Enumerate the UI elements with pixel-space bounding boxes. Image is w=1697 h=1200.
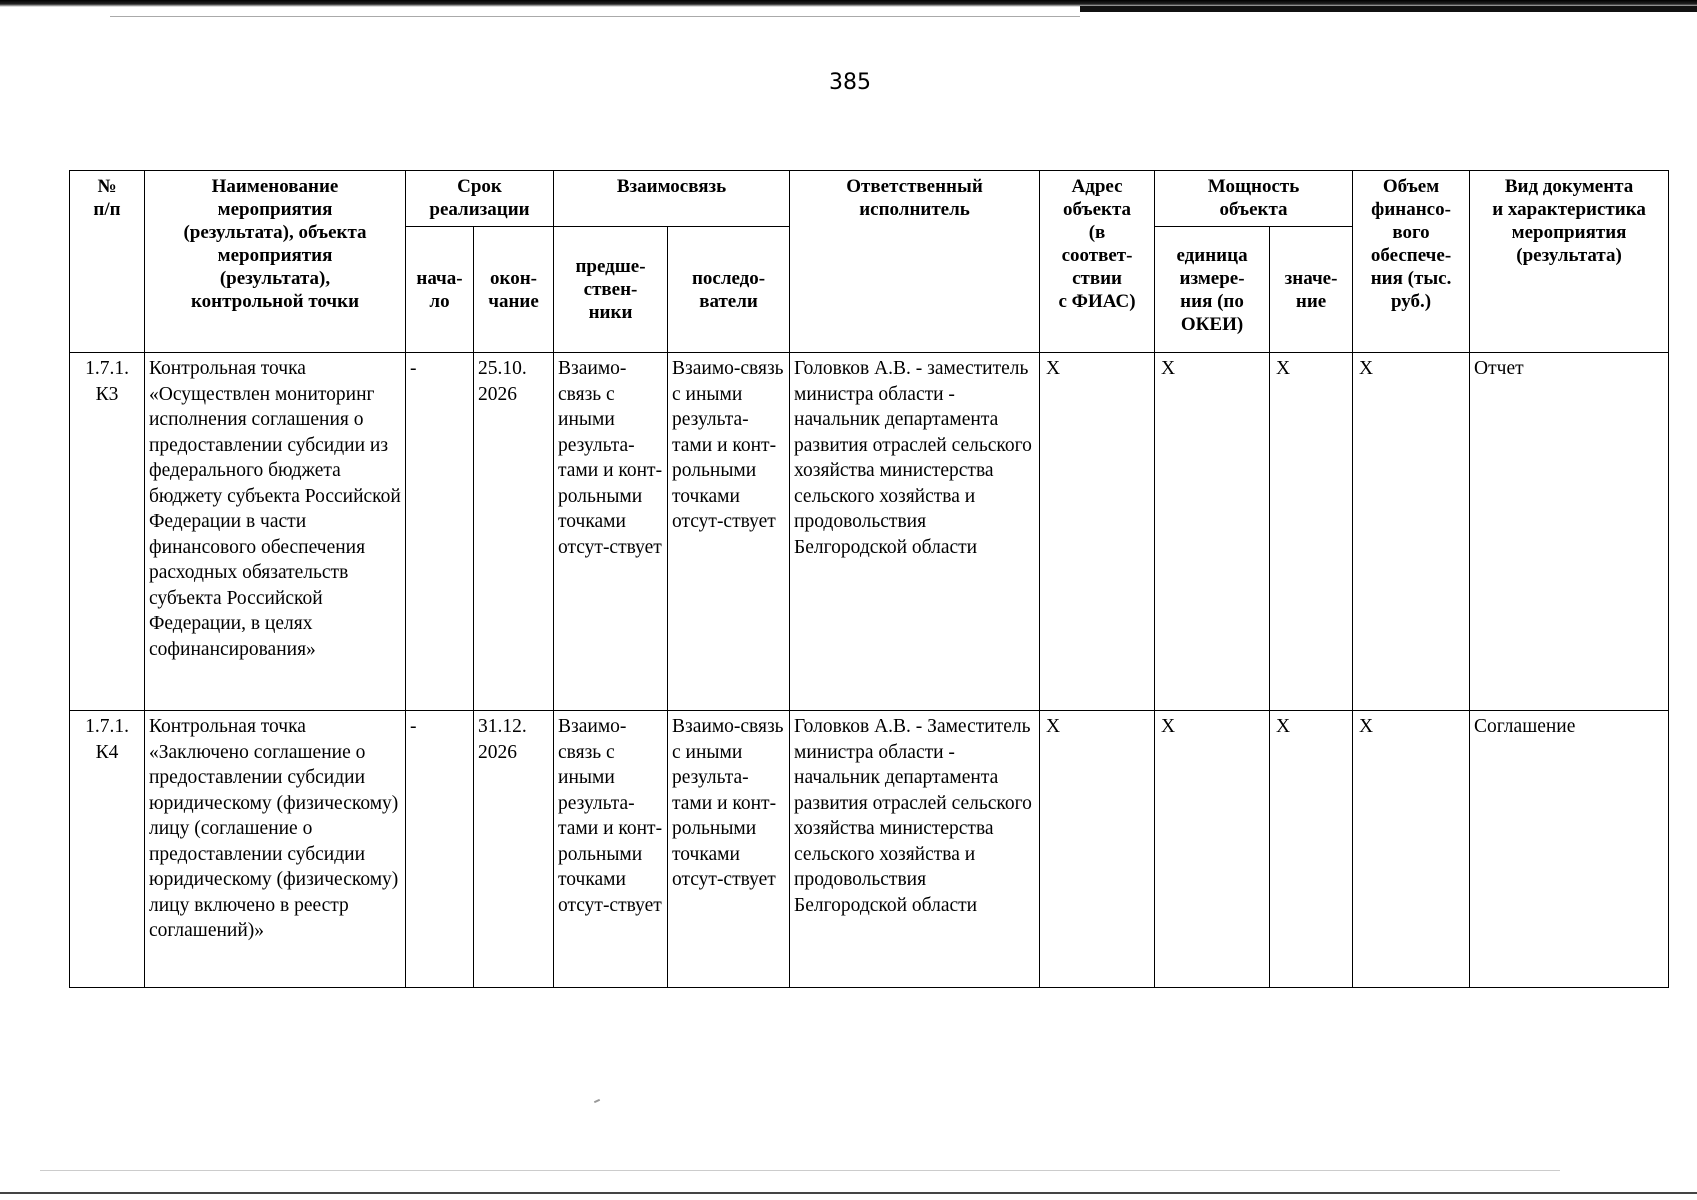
row-start: - bbox=[406, 353, 474, 711]
row-doc: Отчет bbox=[1470, 353, 1669, 711]
scan-line bbox=[40, 1170, 1560, 1171]
row-address: X bbox=[1040, 353, 1155, 711]
page-number: 385 bbox=[829, 70, 871, 95]
row-number: 1.7.1. К3 bbox=[70, 353, 145, 711]
row-unit: X bbox=[1155, 353, 1270, 711]
row-start: - bbox=[406, 711, 474, 988]
activity-table bbox=[69, 170, 1669, 988]
row-doc: Соглашение bbox=[1470, 711, 1669, 988]
header-finance: Объем финансо- вого обеспече- ния (тыс. руб.) bbox=[1353, 171, 1470, 353]
header-address: Адрес объекта (в соответ- ствии с ФИАС) bbox=[1040, 171, 1155, 353]
header-name: Наименование мероприятия (результата), объекта мероприятия (результата), контрольной точки bbox=[145, 171, 406, 353]
row-value: X bbox=[1270, 353, 1353, 711]
row-unit: X bbox=[1155, 711, 1270, 988]
row-prev: Взаимо-связь с иными результа-тами и конт-рольными точками отсут-ствует bbox=[554, 711, 668, 988]
scan-edge-bottom bbox=[0, 1192, 1697, 1194]
row-number: 1.7.1. К4 bbox=[70, 711, 145, 988]
row-responsible: Головков А.В. - заместитель министра области - начальник департамента развития отраслей сельского хозяйства министерства сельского хозяйства и продовольствия Белгородской области bbox=[790, 353, 1040, 711]
scan-speck bbox=[594, 1099, 600, 1103]
header-term-start: нача- ло bbox=[406, 227, 474, 353]
row-next: Взаимо-связь с иными результа-тами и конт-рольными точками отсут-ствует bbox=[668, 353, 790, 711]
row-responsible: Головков А.В. - Заместитель министра области - начальник департамента развития отраслей сельского хозяйства министерства сельского хозяйства и продовольствия Белгородской области bbox=[790, 711, 1040, 988]
row-value: X bbox=[1270, 711, 1353, 988]
header-num: № п/п bbox=[70, 171, 145, 353]
row-next: Взаимо-связь с иными результа-тами и конт-рольными точками отсут-ствует bbox=[668, 711, 790, 988]
row-end: 25.10. 2026 bbox=[474, 353, 554, 711]
header-link-next: последо- ватели bbox=[668, 227, 790, 353]
row-finance: X bbox=[1353, 711, 1470, 988]
header-doc: Вид документа и характеристика мероприятия (результата) bbox=[1470, 171, 1669, 353]
row-end: 31.12. 2026 bbox=[474, 711, 554, 988]
header-term: Срок реализации bbox=[406, 171, 554, 227]
row-finance: X bbox=[1353, 353, 1470, 711]
header-row bbox=[70, 171, 1669, 227]
row-address: X bbox=[1040, 711, 1155, 988]
header-link: Взаимосвязь bbox=[554, 171, 790, 227]
scan-line bbox=[110, 16, 1080, 17]
row-prev: Взаимо-связь с иными результа-тами и конт-рольными точками отсут-ствует bbox=[554, 353, 668, 711]
scan-edge-top-right bbox=[1080, 6, 1697, 12]
header-capacity: Мощность объекта bbox=[1155, 171, 1353, 227]
table-row bbox=[70, 353, 1669, 711]
row-name: Контрольная точка «Осуществлен мониторинг исполнения соглашения о предоставлении субсидии из федерального бюджета бюджету субъекта Российской Федерации в части финансового обеспечения расходных обязательств субъекта Российской Федерации, в целях софинансирования» bbox=[145, 353, 406, 711]
table-row bbox=[70, 711, 1669, 988]
header-term-end: окон- чание bbox=[474, 227, 554, 353]
header-responsible: Ответственный исполнитель bbox=[790, 171, 1040, 353]
header-link-prev: предше- ствен- ники bbox=[554, 227, 668, 353]
header-capacity-value: значе- ние bbox=[1270, 227, 1353, 353]
row-name: Контрольная точка «Заключено соглашение о предоставлении субсидии юридическому (физическому) лицу (соглашение о предоставлении субсидии юридическому (физическому) лицу включено в реестр соглашений)» bbox=[145, 711, 406, 988]
header-capacity-unit: единица измере- ния (по ОКЕИ) bbox=[1155, 227, 1270, 353]
